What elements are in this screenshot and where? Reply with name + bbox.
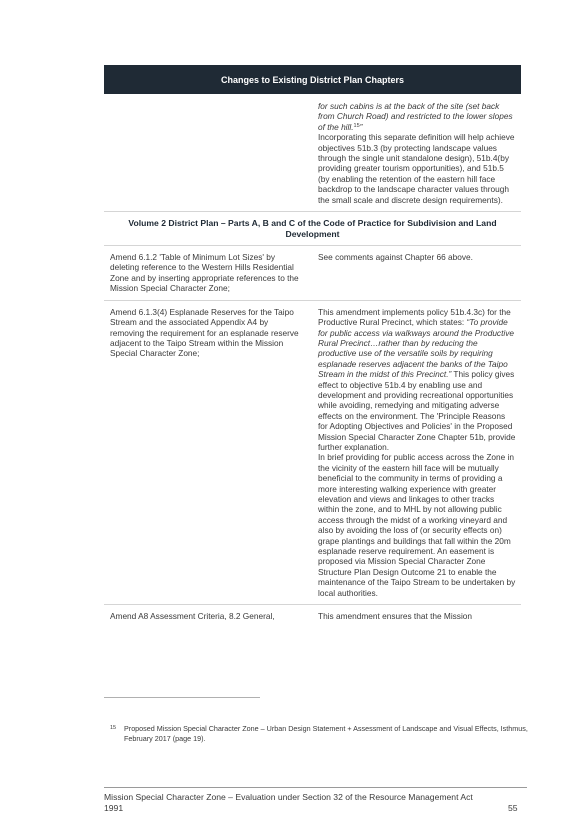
footer-divider [104, 787, 527, 788]
quote-paragraph [318, 101, 517, 132]
table-row [104, 301, 521, 605]
footnote [110, 724, 530, 743]
table-row [104, 605, 521, 627]
table-cell-left [104, 246, 307, 300]
amendment-text: Amend 6.1.2 'Table of Minimum Lot Sizes' by deleting reference to the Western Hills Residential Zone and by inserting appropriate references to the Mission Special Character Zone; [110, 252, 299, 294]
page-number: 55 [508, 803, 518, 813]
comment-text [318, 307, 517, 453]
table-cell-right [307, 301, 521, 604]
table-row [104, 94, 521, 212]
table-cell-left [104, 94, 307, 211]
footer-title: Mission Special Character Zone – Evaluation under Section 32 of the Resource Management Act 1991 [104, 792, 473, 813]
amendment-text: Amend A8 Assessment Criteria, 8.2 General, [110, 611, 275, 622]
table-cell-right [307, 246, 521, 300]
section-heading: Volume 2 District Plan – Parts A, B and C of the Code of Practice for Subdivision and Land Development [104, 212, 521, 246]
comment-text: See comments against Chapter 66 above. [318, 252, 473, 263]
amendment-text: Amend 6.1.3(4) Esplanade Reserves for the Taipo Stream and the associated Appendix A4 by removing the requirement for an esplanade reserve adjacent to the Taipo Stream within the Mission Special Character Zone; [110, 306, 299, 359]
footnote-text: Proposed Mission Special Character Zone – Urban Design Statement + Assessment of Landscape and Visual Effects, Isthmus, February 2017 (page 19). [124, 724, 528, 743]
table-cell-right [307, 605, 521, 627]
footnote-number: 15 [110, 725, 117, 731]
table-row [104, 246, 521, 301]
footnote-divider [104, 697, 260, 698]
table-cell-left [104, 301, 307, 604]
policy-quote: “To provide for public access via walkways around the Productive Rural Precinct…rather than by reducing the productive use of the versatile soils by requiring esplanade reserves adjacent the banks of the Taipo Stream in the midst of this Precinct.” [318, 317, 514, 380]
comment-text: This amendment ensures that the Mission [318, 611, 473, 622]
comment-intro: This amendment implements policy 51b.4.3c) for the Productive Rural Precinct, which states: [318, 306, 511, 328]
quote-text: for such cabins is at the back of the site (set back from Church Road) and restricted to the lower slopes of the hill. [318, 101, 513, 132]
comment-continuation: This policy gives effect to objective 51b.4 by enabling use and development and providing recreational opportunities while avoiding, remedying and mitigating adverse effects on the environment. The 'Principle Reasons for Adopting Objectives and Policies' in the Proposed Mission Special Character Zone Chapter 51b, provide further explanation. [318, 369, 516, 452]
table-cell-left [104, 605, 307, 627]
explanation-paragraph: Incorporating this separate definition will help achieve objectives 51b.3 (by protecting landscape values through the single unit standalone design), 51b.4(by providing greater tourism opportunities), and 51b.5 (by enabling the retention of the eastern hill face backdrop to the landscape character values through the small scale and discrete design requirements). [318, 132, 515, 205]
quote-close: ” [359, 121, 363, 132]
footnote-ref: 15 [353, 122, 360, 129]
changes-table [104, 94, 521, 627]
comment-paragraph-2: In brief providing for public access across the Zone in the vicinity of the eastern hill face will be mutually beneficial to the community in terms of providing a more interesting walking experience with greater elevation and views and linkages to other tracks within the zone, and to MHL by not allowing public access through the midst of a working vineyard and also by avoiding the loss of (or security effects on) grape plantings and buildings that fall within the 20m esplanade reserve requirement. An easement is proposed via Mission Special Character Zone Structure Plan Design Outcome 21 to enable the maintenance of the Taipo Stream to be undertaken by local authorities. [318, 452, 516, 598]
table-header-bar [104, 65, 521, 94]
table-header-title: Changes to Existing District Plan Chapters [220, 74, 405, 85]
table-cell-right [307, 94, 521, 211]
